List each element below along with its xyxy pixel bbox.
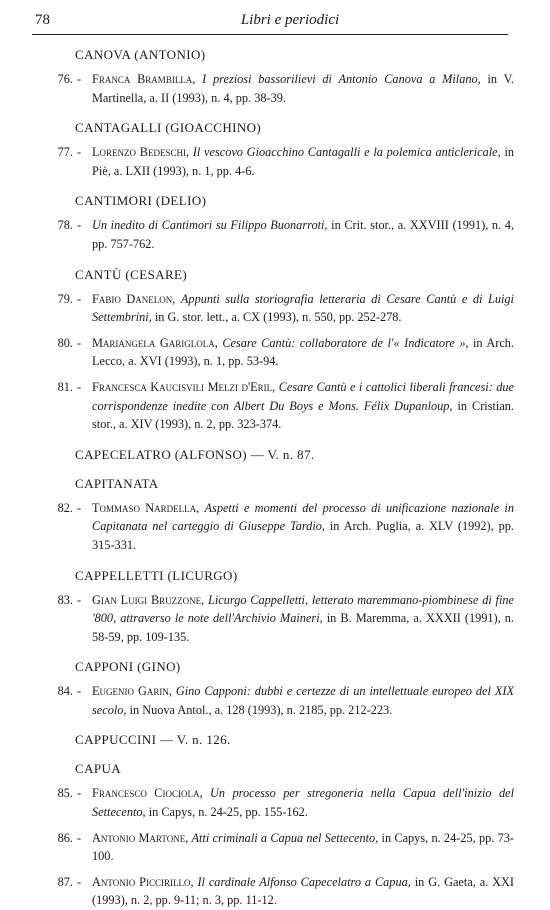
entry-dash: -	[77, 72, 82, 86]
page-number: 78	[35, 12, 50, 28]
entry-citation: in Capys, n. 24-25, pp. 73-100.	[92, 830, 514, 864]
section-gap	[0, 434, 550, 446]
entry-title: Un processo per stregoneria nella Capua dell'inizio del Settecento,	[92, 786, 514, 820]
section-heading: CANTIMORI (DELIO)	[75, 193, 207, 209]
running-title: Libri e periodici	[240, 12, 340, 28]
entry-title: Licurgo Cappelletti, letterato maremmano-piombinese di fine '800, attraverso le note dell'Archivio Maineri,	[92, 592, 514, 626]
section-heading: CAPITANATA	[75, 475, 159, 491]
entry-number: 87.	[57, 874, 73, 889]
entry-dash: -	[77, 379, 82, 394]
bibliography-entry	[57, 334, 515, 371]
entry-citation: in Arch. Puglia, a. XLV (1992), pp. 315-331.	[92, 519, 514, 552]
entry-dash: -	[77, 218, 82, 233]
bibliography-entry	[57, 216, 515, 253]
bibliography-section	[0, 107, 550, 180]
entry-author: Francesca Kaucisvili Melzi d'Eril,	[92, 379, 276, 394]
section-heading: CANOVA (ANTONIO)	[75, 47, 206, 62]
bibliography-entry	[57, 829, 514, 866]
entry-author: Tommaso Nardella,	[92, 500, 200, 515]
entry-author: Fabio Danelon,	[92, 291, 176, 306]
entry-number: 82.	[57, 500, 73, 515]
header-rule	[32, 34, 508, 35]
section-gap	[0, 555, 550, 567]
bibliography-section	[0, 434, 550, 463]
section-gap	[0, 107, 550, 119]
entry-dash: -	[77, 830, 82, 845]
entry-number: 80.	[57, 335, 73, 350]
section-gap	[0, 180, 550, 192]
bibliography-entry	[57, 70, 514, 107]
entry-citation: in Arch. Lecco, a. XVI (1993), n. 1, pp. 53-94.	[92, 335, 515, 369]
entry-number: 84.	[57, 684, 73, 699]
entry-citation: in Piè, a. LXII (1993), n. 1, pp. 4-6.	[92, 145, 515, 178]
section-heading: CANTÙ (CESARE)	[75, 266, 188, 282]
entry-author: Mariangela Gariglola,	[92, 335, 218, 350]
entry-author: Lorenzo Bedeschi,	[92, 145, 190, 160]
entry-dash: -	[77, 684, 82, 699]
entry-dash: -	[77, 335, 82, 350]
entry-dash: -	[77, 500, 82, 515]
entry-title: Cesare Cantù e i cattolici liberali francesi: due corrispondenze inedite con Albert Du Boys e Mons. Félix Dupanloup,	[92, 379, 514, 413]
bibliography-entry	[57, 378, 515, 434]
page-header	[0, 0, 550, 34]
section-heading: CAPPUCCINI — V. n. 126.	[75, 732, 231, 748]
entry-number: 86.	[57, 830, 73, 845]
entry-dash: -	[77, 145, 82, 160]
entry-author: Antonio Martone,	[92, 830, 189, 845]
entry-number: 78.	[57, 218, 73, 233]
entry-title: Il cardinale Alfonso Capecelatro a Capua,	[197, 874, 411, 889]
entry-citation: in B. Maremma, a. XXXII (1991), n. 58-59, pp. 109-135.	[92, 611, 514, 644]
section-gap	[0, 646, 550, 658]
entry-citation: in Nuova Antol., a. 128 (1993), n. 2185, pp. 212-223.	[129, 702, 393, 717]
section-gap	[0, 719, 550, 731]
entry-author: Antonio Piccirillo,	[92, 874, 194, 889]
section-gap	[0, 463, 550, 475]
entry-author: Franca Brambilla,	[92, 72, 196, 86]
entry-author: Eugenio Garin,	[92, 684, 172, 699]
entry-title: Aspetti e momenti del processo di unificazione nazionale in Capitanata nel carteggio di Giuseppe Tardio,	[92, 500, 515, 534]
bibliography-entry	[57, 873, 515, 910]
entry-title: Il vescovo Gioacchino Cantagalli e la polemica anticlericale,	[192, 145, 501, 160]
section-heading: CANTAGALLI (GIOACCHINO)	[75, 120, 262, 136]
bibliography-section	[0, 646, 550, 719]
entry-dash: -	[77, 592, 82, 607]
entry-title: I preziosi bassorilievi di Antonio Canova a Milano,	[202, 72, 481, 86]
entry-citation: in Crit. stor., a. XXVIII (1991), n. 4, pp. 757-762.	[92, 218, 515, 251]
bibliography-section	[0, 719, 550, 748]
entry-citation: in Capys, n. 24-25, pp. 155-162.	[148, 805, 308, 820]
section-gap	[0, 748, 550, 760]
entry-title: Un inedito di Cantimori su Filippo Buonarroti,	[92, 218, 328, 233]
bibliography-list	[0, 46, 550, 910]
entry-dash: -	[77, 874, 82, 889]
entry-number: 85.	[57, 786, 73, 801]
section-heading: CAPUA	[75, 761, 122, 777]
bibliography-section	[0, 180, 550, 253]
entry-citation: in V. Martinella, a. II (1993), n. 4, pp. 38-39.	[92, 72, 514, 105]
section-gap	[0, 254, 550, 266]
entry-author: Francesco Ciociola,	[92, 786, 203, 801]
bibliography-section	[0, 463, 550, 555]
section-heading: CAPPELLETTI (LICURGO)	[75, 567, 238, 583]
section-heading: CAPPONI (GINO)	[75, 659, 181, 675]
entry-number: 79.	[57, 291, 73, 306]
entry-citation: in G. Gaeta, a. XXI (1993), n. 2, pp. 9-11; n. 3, pp. 11-12.	[92, 874, 515, 908]
bibliography-section	[0, 46, 550, 107]
entry-title: Atti criminali a Capua nel Settecento,	[191, 830, 379, 845]
entry-citation: in G. stor. lett., a. CX (1993), n. 550, pp. 252-278.	[154, 310, 402, 325]
bibliography-entry	[57, 682, 514, 719]
bibliography-entry	[57, 290, 514, 327]
entry-number: 83.	[57, 592, 73, 607]
entry-title: Gino Capponi: dubbi e certezze di un intellettuale europeo del XIX secolo,	[92, 684, 514, 717]
entry-citation: in Cristian. stor., a. XIV (1993), n. 2, pp. 323-374.	[92, 398, 515, 432]
entry-author: Gian Luigi Bruzzone,	[92, 592, 205, 607]
entry-number: 77.	[57, 145, 73, 160]
bibliography-section	[0, 748, 550, 910]
bibliography-section	[0, 555, 550, 647]
section-heading: CAPECELATRO (ALFONSO) — V. n. 87.	[75, 446, 315, 462]
entry-number: 81.	[57, 379, 73, 394]
entry-title: Cesare Cantù: collaboratore de l'« Indicatore »,	[222, 335, 469, 350]
entry-number: 76.	[57, 72, 73, 86]
bibliography-entry	[57, 143, 515, 180]
bibliography-entry	[57, 784, 514, 821]
entry-dash: -	[77, 291, 82, 306]
entry-dash: -	[77, 786, 82, 801]
bibliography-section	[0, 254, 550, 434]
bibliography-entry	[57, 591, 514, 647]
entry-title: Appunti sulla storiografia letteraria di Cesare Cantù e di Luigi Settembrini,	[92, 291, 514, 325]
bibliography-entry	[57, 499, 515, 555]
